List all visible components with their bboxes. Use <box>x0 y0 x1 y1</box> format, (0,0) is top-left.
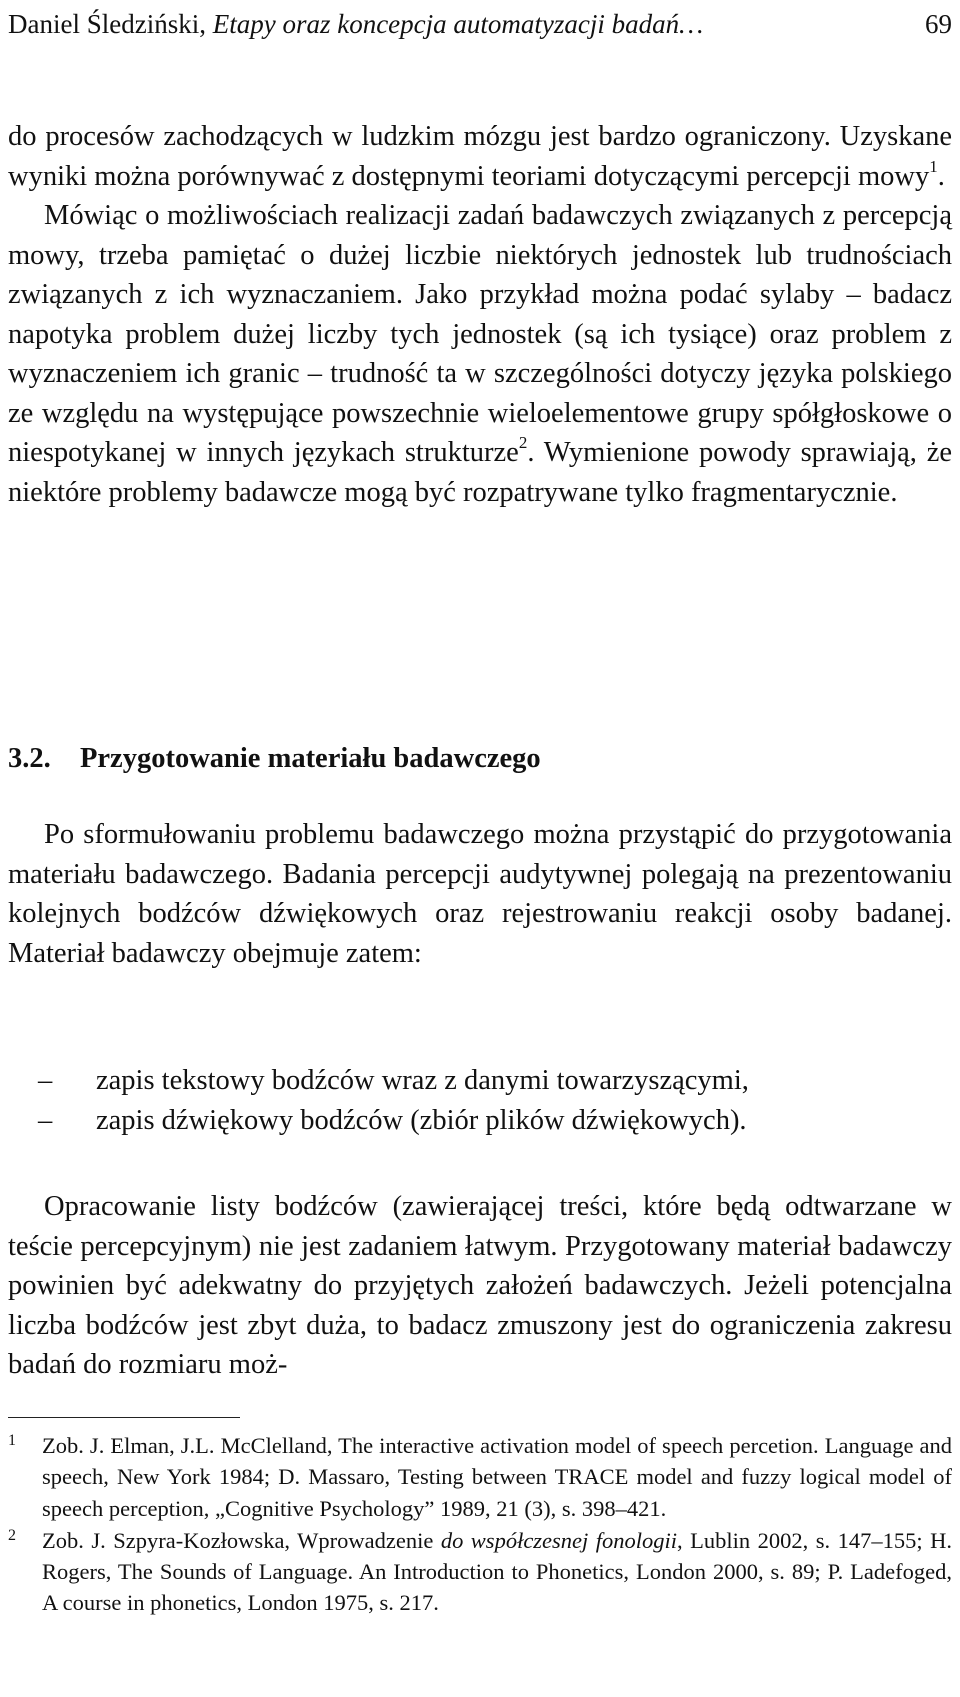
footnote-mark: 2 <box>8 1526 16 1544</box>
header-title: Etapy oraz koncepcja automatyzacji badań… <box>212 9 704 39</box>
page-number: 69 <box>925 9 952 39</box>
dash-bullet: – <box>38 1105 53 1136</box>
footnote-separator <box>8 1417 240 1418</box>
paragraph-1-text-b-end: . Wymienione powody sprawiają, że niektóre problemy badawcze mogą być rozpatrywane tylko fragmentarycznie. <box>8 437 953 508</box>
paragraph-2: Po sformułowaniu problemu badawczego można przystąpić do przygotowania materiału badawczego. Badania percepcji audytywnej polegają na prezentowaniu kolejnych bodźców dźwiękowych oraz rejestrowaniu reakcji osoby badanej. Materiał badawczy obejmuje zatem: <box>8 819 952 969</box>
section-number: 3.2. <box>8 743 51 774</box>
list-item-text: zapis tekstowy bodźców wraz z danymi towarzyszącymi, <box>96 1065 749 1096</box>
section-title: Przygotowanie materiału badawczego <box>80 743 541 774</box>
paragraph-1-text-a-end: . <box>937 160 945 192</box>
footnotes <box>8 1430 952 1619</box>
running-header <box>8 6 952 42</box>
header-author: Daniel Śledziński, <box>8 9 206 39</box>
list-item <box>8 1061 952 1101</box>
section-heading <box>8 739 541 779</box>
bullet-list <box>8 1061 952 1141</box>
list-item <box>8 1101 952 1141</box>
paragraph-3: Opracowanie listy bodźców (zawierającej treści, które będą odtwarzane w teście percepcyjnym) nie jest zadaniem łatwym. Przygotowany materiał badawczy powinien być adekwatny do przyjętych założeń badawczych. Jeżeli potencjalna liczba bodźców jest zbyt duża, to badacz zmuszony jest do ograniczenia zakresu badań do rozmiaru moż- <box>8 1191 952 1380</box>
footnote-ref-2[interactable]: 2 <box>518 433 528 452</box>
dash-bullet: – <box>38 1065 53 1096</box>
paragraph-1-text-a: do procesów zachodzących w ludzkim mózgu jest bardzo ograniczony. Uzyskane wyniki można porównywać z dostępnymi teoriami dotyczącymi percepcji mowy <box>8 121 952 192</box>
paragraph-1 <box>8 117 952 512</box>
footnote-mark: 1 <box>8 1432 16 1449</box>
footnote-2 <box>8 1525 952 1619</box>
footnote-title-italic: do współczesnej fonologii <box>440 1527 678 1553</box>
paragraph-1-part-b <box>8 196 952 512</box>
footnote-text: Zob. J. Elman, J.L. McClelland, The interactive activation model of speech percetion. Language and speech, New York 1984; D. Massaro, Testing between TRACE model and fuzzy logical model of speech perception, „Cognitive Psychology” 1989, 21 (3), s. 398–421. <box>42 1433 952 1521</box>
footnote-1 <box>8 1430 952 1524</box>
list-item-text: zapis dźwiękowy bodźców (zbiór plików dźwiękowych). <box>96 1105 747 1136</box>
footnote-text-b: , Lublin 2002, s. 147–155; H. Rogers, The Sounds of Language. An Introduction to Phonetics, London 2000, s. 89; P. Ladefoged, A course in phonetics, London 1975, s. 217. <box>42 1527 952 1616</box>
footnote-ref-1[interactable]: 1 <box>929 156 938 176</box>
footnote-text-a: Zob. J. Szpyra-Kozłowska, Wprowadzenie <box>42 1527 441 1553</box>
paragraph-1-text-b: Mówiąc o możliwościach realizacji zadań badawczych związanych z percepcją mowy, trzeba pamiętać o dużej liczbie niektórych jednostek lub trudnościach związanych z ich wyznaczaniem. Jako przykład można podać sylaby – badacz napotyka problem dużej liczby tych jednostek (są ich tysiące) oraz problem z wyznaczeniem ich granic – trudność ta w szczególności dotyczy języka polskiego ze względu na występujące powszechnie wieloelementowe grupy spółgłoskowe o niespotykanej w innych językach strukturze <box>8 200 952 468</box>
paragraph-1-part-a <box>8 117 952 196</box>
